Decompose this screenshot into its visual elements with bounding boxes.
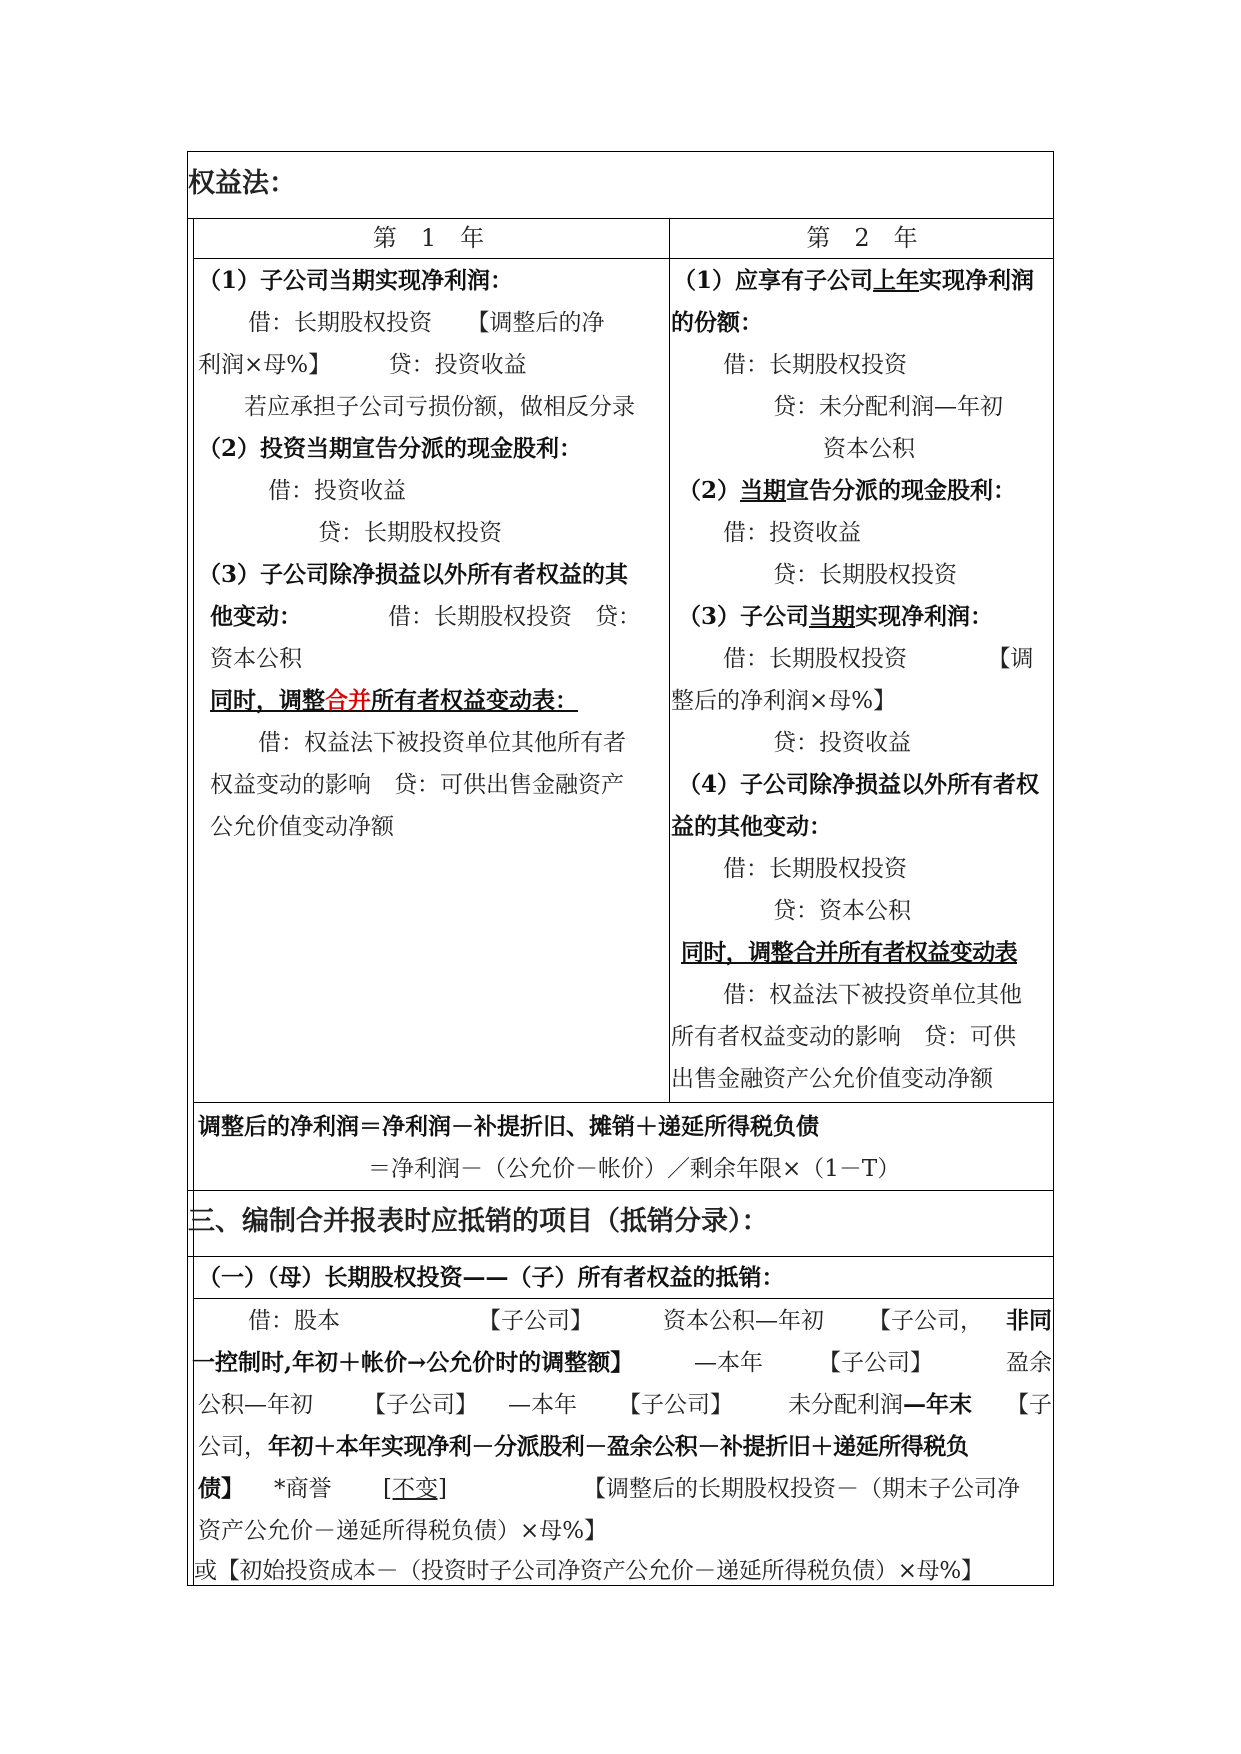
year2-header: 第 2 年 <box>806 224 918 252</box>
year2-line: 借：投资收益 <box>723 520 861 546</box>
year1-line: 权益变动的影响 贷：可供出售金融资产 <box>210 772 624 798</box>
year1-item-2: （2）投资当期宣告分派的现金股利： <box>198 435 583 462</box>
entry-text: 资产公允价－递延所得税负债）×母%】 <box>198 1518 608 1544</box>
year1-line: 若应承担子公司亏损份额，做相反分录 <box>244 394 635 420</box>
year1-line: 贷：长期股权投资 <box>318 520 502 546</box>
entry-text: 【子公司】 <box>363 1392 478 1418</box>
entry-text: 【子公司】 <box>818 1350 933 1376</box>
year2-item-1: （1）应享有子公司上年实现净利润 <box>673 267 1035 294</box>
year1-line: 利润×母%】 贷：投资收益 <box>198 352 527 378</box>
year1-line: 公允价值变动净额 <box>210 814 394 840</box>
year1-line: 借：长期股权投资 贷： <box>388 604 641 630</box>
formula-line-1: 调整后的净利润＝净利润－补提折旧、摊销＋递延所得税负债 <box>198 1113 819 1140</box>
divider <box>188 1256 1053 1257</box>
entry-text: 未分配利润 <box>788 1392 903 1418</box>
entry-text: —本年 <box>508 1392 577 1418</box>
year2-item-2: （2）当期宣告分派的现金股利： <box>678 477 1017 504</box>
year1-item-1: （1）子公司当期实现净利润： <box>198 267 514 294</box>
year1-simultaneous-heading: 同时，调整合并所有者权益变动表： <box>210 687 578 714</box>
entry-text: 公司， <box>198 1434 267 1460</box>
column-separator <box>669 218 670 1102</box>
entry-text: 资本公积—年初 <box>663 1308 824 1334</box>
entry-text: 【子公司】 <box>618 1392 733 1418</box>
year2-line: 益的其他变动： <box>671 813 832 840</box>
section-title: 权益法： <box>188 168 296 199</box>
year2-line: 资本公积 <box>823 436 915 462</box>
entry-text: 【子公司】 <box>478 1308 593 1334</box>
year2-line: 借：长期股权投资 【调 <box>723 646 1034 672</box>
highlight-hebing: 合并 <box>325 687 371 714</box>
entry-text: —年末 <box>903 1391 972 1418</box>
divider <box>188 1190 1053 1191</box>
year2-simultaneous-heading: 同时，调整合并所有者权益变动表 <box>681 939 1018 966</box>
entry-text: 盈余 <box>1006 1350 1052 1376</box>
entry-text: 【子 <box>1006 1392 1052 1418</box>
entry-text: 年初＋本年实现净利－分派股利－盈余公积－补提折旧＋递延所得税负 <box>268 1433 969 1460</box>
year2-line: 的份额： <box>671 309 763 336</box>
year1-header: 第 1 年 <box>372 224 485 252</box>
document-table <box>187 151 1054 1586</box>
year2-line: 贷：未分配利润—年初 <box>773 394 1003 420</box>
year2-item-4: （4）子公司除净损益以外所有者权 <box>678 771 1040 798</box>
entry-text: 公积—年初 <box>198 1392 313 1418</box>
entry-text: 借：股本 <box>248 1308 340 1334</box>
entry-text: 或【初始投资成本－（投资时子公司净资产公允价－递延所得税负债）×母%】 <box>194 1558 984 1584</box>
formula-line-2: ＝净利润－（公允价－帐价）／剩余年限×（1－T） <box>368 1156 901 1182</box>
year2-line: 贷：长期股权投资 <box>773 562 957 588</box>
entry-text: 债】 <box>198 1475 244 1502</box>
entry-text: —本年 <box>694 1350 763 1376</box>
year2-line: 借：长期股权投资 <box>723 856 907 882</box>
year1-item-3: （3）子公司除净损益以外所有者权益的其 <box>198 561 629 588</box>
year1-line: 资本公积 <box>210 646 302 672</box>
entry-text: [不变] <box>383 1476 447 1502</box>
sub1-title: （一）（母）长期股权投资——（子）所有者权益的抵销： <box>198 1264 785 1291</box>
entry-text: 【调整后的长期股权投资－（期末子公司净 <box>583 1476 1020 1502</box>
year2-line: 整后的净利润×母%】 <box>671 688 897 714</box>
year2-line: 所有者权益变动的影响 贷：可供 <box>671 1024 1016 1050</box>
year2-line: 借：权益法下被投资单位其他 <box>723 982 1022 1008</box>
entry-text: 一控制时,年初＋帐价→公允价时的调整额】 <box>192 1349 634 1376</box>
year1-line: 借：长期股权投资 【调整后的净 <box>248 310 605 336</box>
divider <box>193 258 1053 259</box>
year2-line: 借：长期股权投资 <box>723 352 907 378</box>
year1-line: 借：投资收益 <box>268 478 406 504</box>
year2-item-3: （3）子公司当期实现净利润： <box>678 603 994 630</box>
divider <box>193 1102 1053 1103</box>
year2-line: 贷：投资收益 <box>773 730 911 756</box>
divider <box>193 1298 1053 1299</box>
section3-title: 三、编制合并报表时应抵销的项目（抵销分录）： <box>188 1206 769 1237</box>
entry-text: 【子公司， <box>868 1308 983 1334</box>
entry-text: 非同 <box>1006 1307 1052 1334</box>
year1-line: 他变动： <box>210 603 302 630</box>
year2-line: 贷：资本公积 <box>773 898 911 924</box>
year1-line: 借：权益法下被投资单位其他所有者 <box>258 730 626 756</box>
year2-line: 出售金融资产公允价值变动净额 <box>671 1066 993 1092</box>
entry-text: *商誉 <box>274 1476 332 1502</box>
